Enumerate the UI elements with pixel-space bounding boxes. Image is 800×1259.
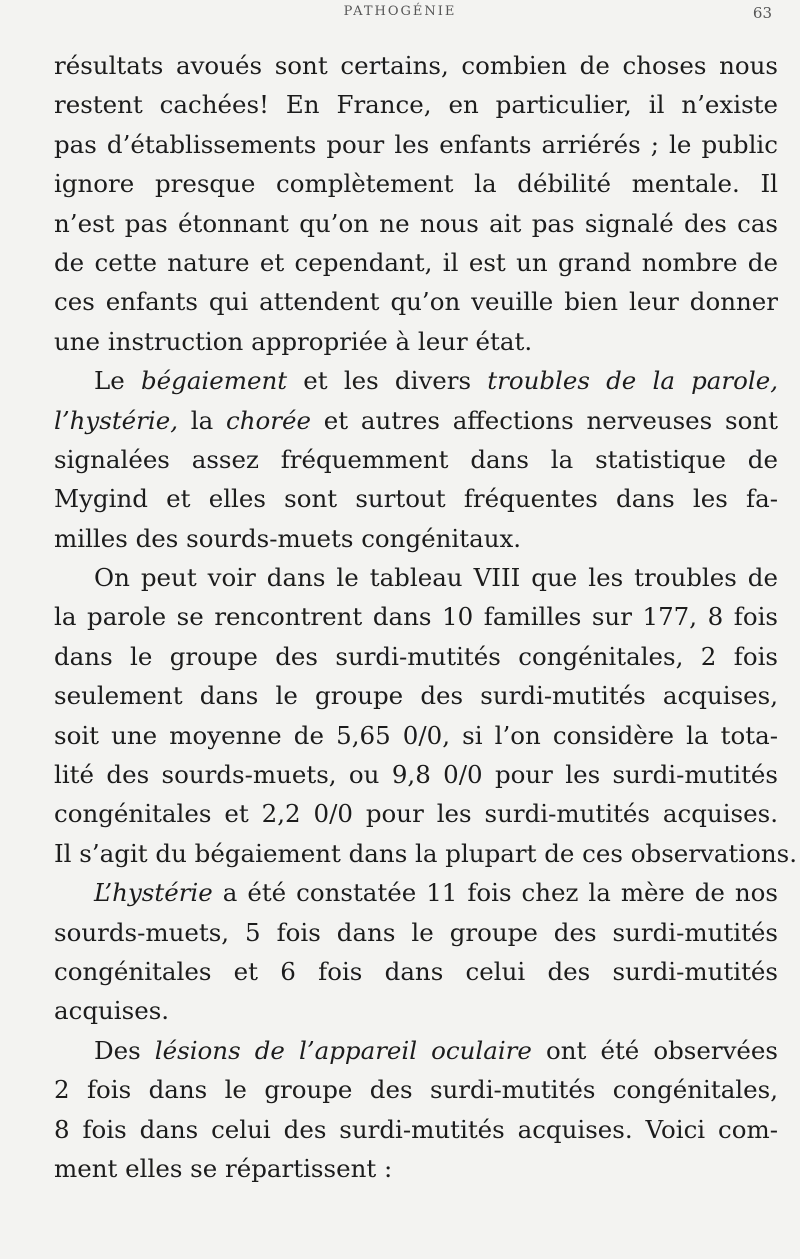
- text-line: n’est pas étonnant qu’on ne nous ait pas signalé des cas: [54, 208, 778, 238]
- text-run: Des: [94, 1035, 155, 1065]
- body-text: [54, 46, 798, 1188]
- text-line: [54, 361, 778, 400]
- text-line: ment elles se répartissent :: [54, 1153, 393, 1183]
- text-line: Il s’agit du bégaiement dans la plupart de ces observations.: [54, 838, 798, 868]
- text-run: a été constatée 11 fois chez la mère de nos: [212, 878, 778, 908]
- text-line: 2 fois dans le groupe des surdi-mutités congénitales,: [54, 1075, 778, 1105]
- page-number: 63: [752, 4, 772, 22]
- running-title: PATHOGÉNIE: [343, 4, 457, 19]
- text-line: signalées assez fréquemment dans la statistique de: [54, 444, 778, 474]
- text-line: ces enfants qui attendent qu’on veuille bien leur donner: [54, 287, 778, 317]
- italic-term: lésions de l’appareil oculaire: [154, 1035, 532, 1065]
- text-run: Le: [94, 366, 141, 396]
- text-run: et les divers: [287, 366, 488, 396]
- italic-term: troubles de la parole,: [487, 366, 778, 396]
- text-line: résultats avoués sont certains, combien de choses nous: [54, 51, 778, 80]
- italic-term: l’hystérie,: [54, 405, 178, 435]
- text-line: acquises.: [54, 996, 170, 1026]
- text-line: 8 fois dans celui des surdi-mutités acquises. Voici com-: [54, 1114, 778, 1144]
- text-line: congénitales et 6 fois dans celui des surdi-mutités: [54, 956, 778, 986]
- text-line: [54, 873, 778, 912]
- text-run: et autres affections nerveuses sont: [310, 405, 778, 435]
- text-run: ont été observées: [531, 1035, 778, 1065]
- text-line: seulement dans le groupe des surdi-mutités acquises,: [54, 681, 778, 711]
- italic-term: L’hystérie: [94, 878, 213, 908]
- text-run: la: [178, 405, 227, 435]
- page-header: [0, 4, 800, 26]
- text-line: la parole se rencontrent dans 10 familles sur 177, 8 fois: [54, 602, 778, 632]
- italic-term: chorée: [226, 405, 311, 435]
- text-line: dans le groupe des surdi-mutités congénitales, 2 fois: [54, 641, 778, 671]
- text-line: congénitales et 2,2 0/0 pour les surdi-mutités acquises.: [54, 799, 778, 829]
- text-line: milles des sourds-muets congénitaux.: [54, 523, 522, 553]
- text-line: soit une moyenne de 5,65 0/0, si l’on considère la tota-: [54, 720, 778, 750]
- text-line: ignore presque complètement la débilité mentale. Il: [54, 169, 778, 199]
- text-line: de cette nature et cependant, il est un grand nombre de: [54, 247, 778, 277]
- text-line: Mygind et elles sont surtout fréquentes dans les fa-: [54, 484, 778, 514]
- text-line: une instruction appropriée à leur état.: [54, 326, 533, 356]
- text-line: [54, 401, 778, 440]
- text-line: pas d’établissements pour les enfants arriérés ; le public: [54, 129, 778, 159]
- text-line: On peut voir dans le tableau VIII que les troubles de: [94, 563, 778, 593]
- italic-term: bégaiement: [140, 366, 288, 396]
- text-line: lité des sourds-muets, ou 9,8 0/0 pour les surdi-mutités: [54, 760, 778, 790]
- text-line: sourds-muets, 5 fois dans le groupe des surdi-mutités: [54, 917, 778, 947]
- text-line: restent cachées! En France, en particulier, il n’existe: [54, 90, 778, 120]
- text-line: [54, 1031, 778, 1070]
